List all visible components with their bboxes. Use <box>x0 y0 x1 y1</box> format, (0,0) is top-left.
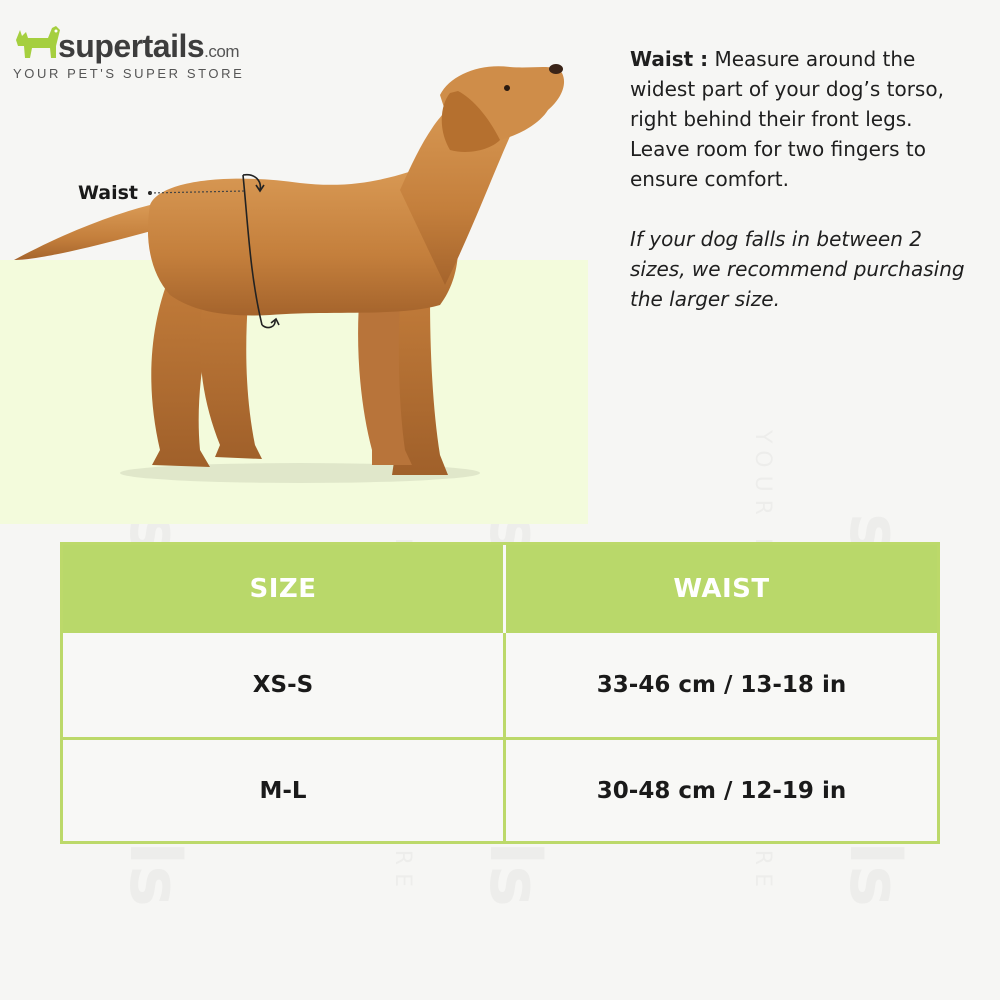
dog-photo <box>0 55 600 495</box>
brand-name: supertails <box>58 28 205 64</box>
header-waist: WAIST <box>503 545 937 633</box>
instruction-text: Measure around the widest part of your dog’s torso, right behind their front legs. Leave room for two fingers to ensure comfort. <box>630 47 944 191</box>
instruction-paragraph <box>630 44 970 194</box>
table-header-row <box>63 545 937 633</box>
instruction-label: Waist : <box>630 47 709 71</box>
table-row <box>63 737 937 841</box>
size-cell: M-L <box>259 777 307 804</box>
size-recommendation-note: If your dog falls in between 2 sizes, we recommend purchasing the larger size. <box>630 227 965 311</box>
table-row <box>63 633 937 737</box>
dog-silhouette-icon <box>12 16 64 60</box>
measurement-instructions <box>630 44 970 314</box>
header-size: SIZE <box>249 574 317 604</box>
waist-cell: 33-46 cm / 13-18 in <box>503 633 937 737</box>
size-chart-table <box>60 542 940 844</box>
brand-tagline: YOUR PET'S SUPER STORE <box>13 66 245 81</box>
size-cell: XS-S <box>252 672 314 698</box>
waist-measure-label: Waist <box>78 182 139 204</box>
waist-cell: 30-48 cm / 12-19 in <box>503 740 937 841</box>
brand-suffix: .com <box>204 42 240 61</box>
